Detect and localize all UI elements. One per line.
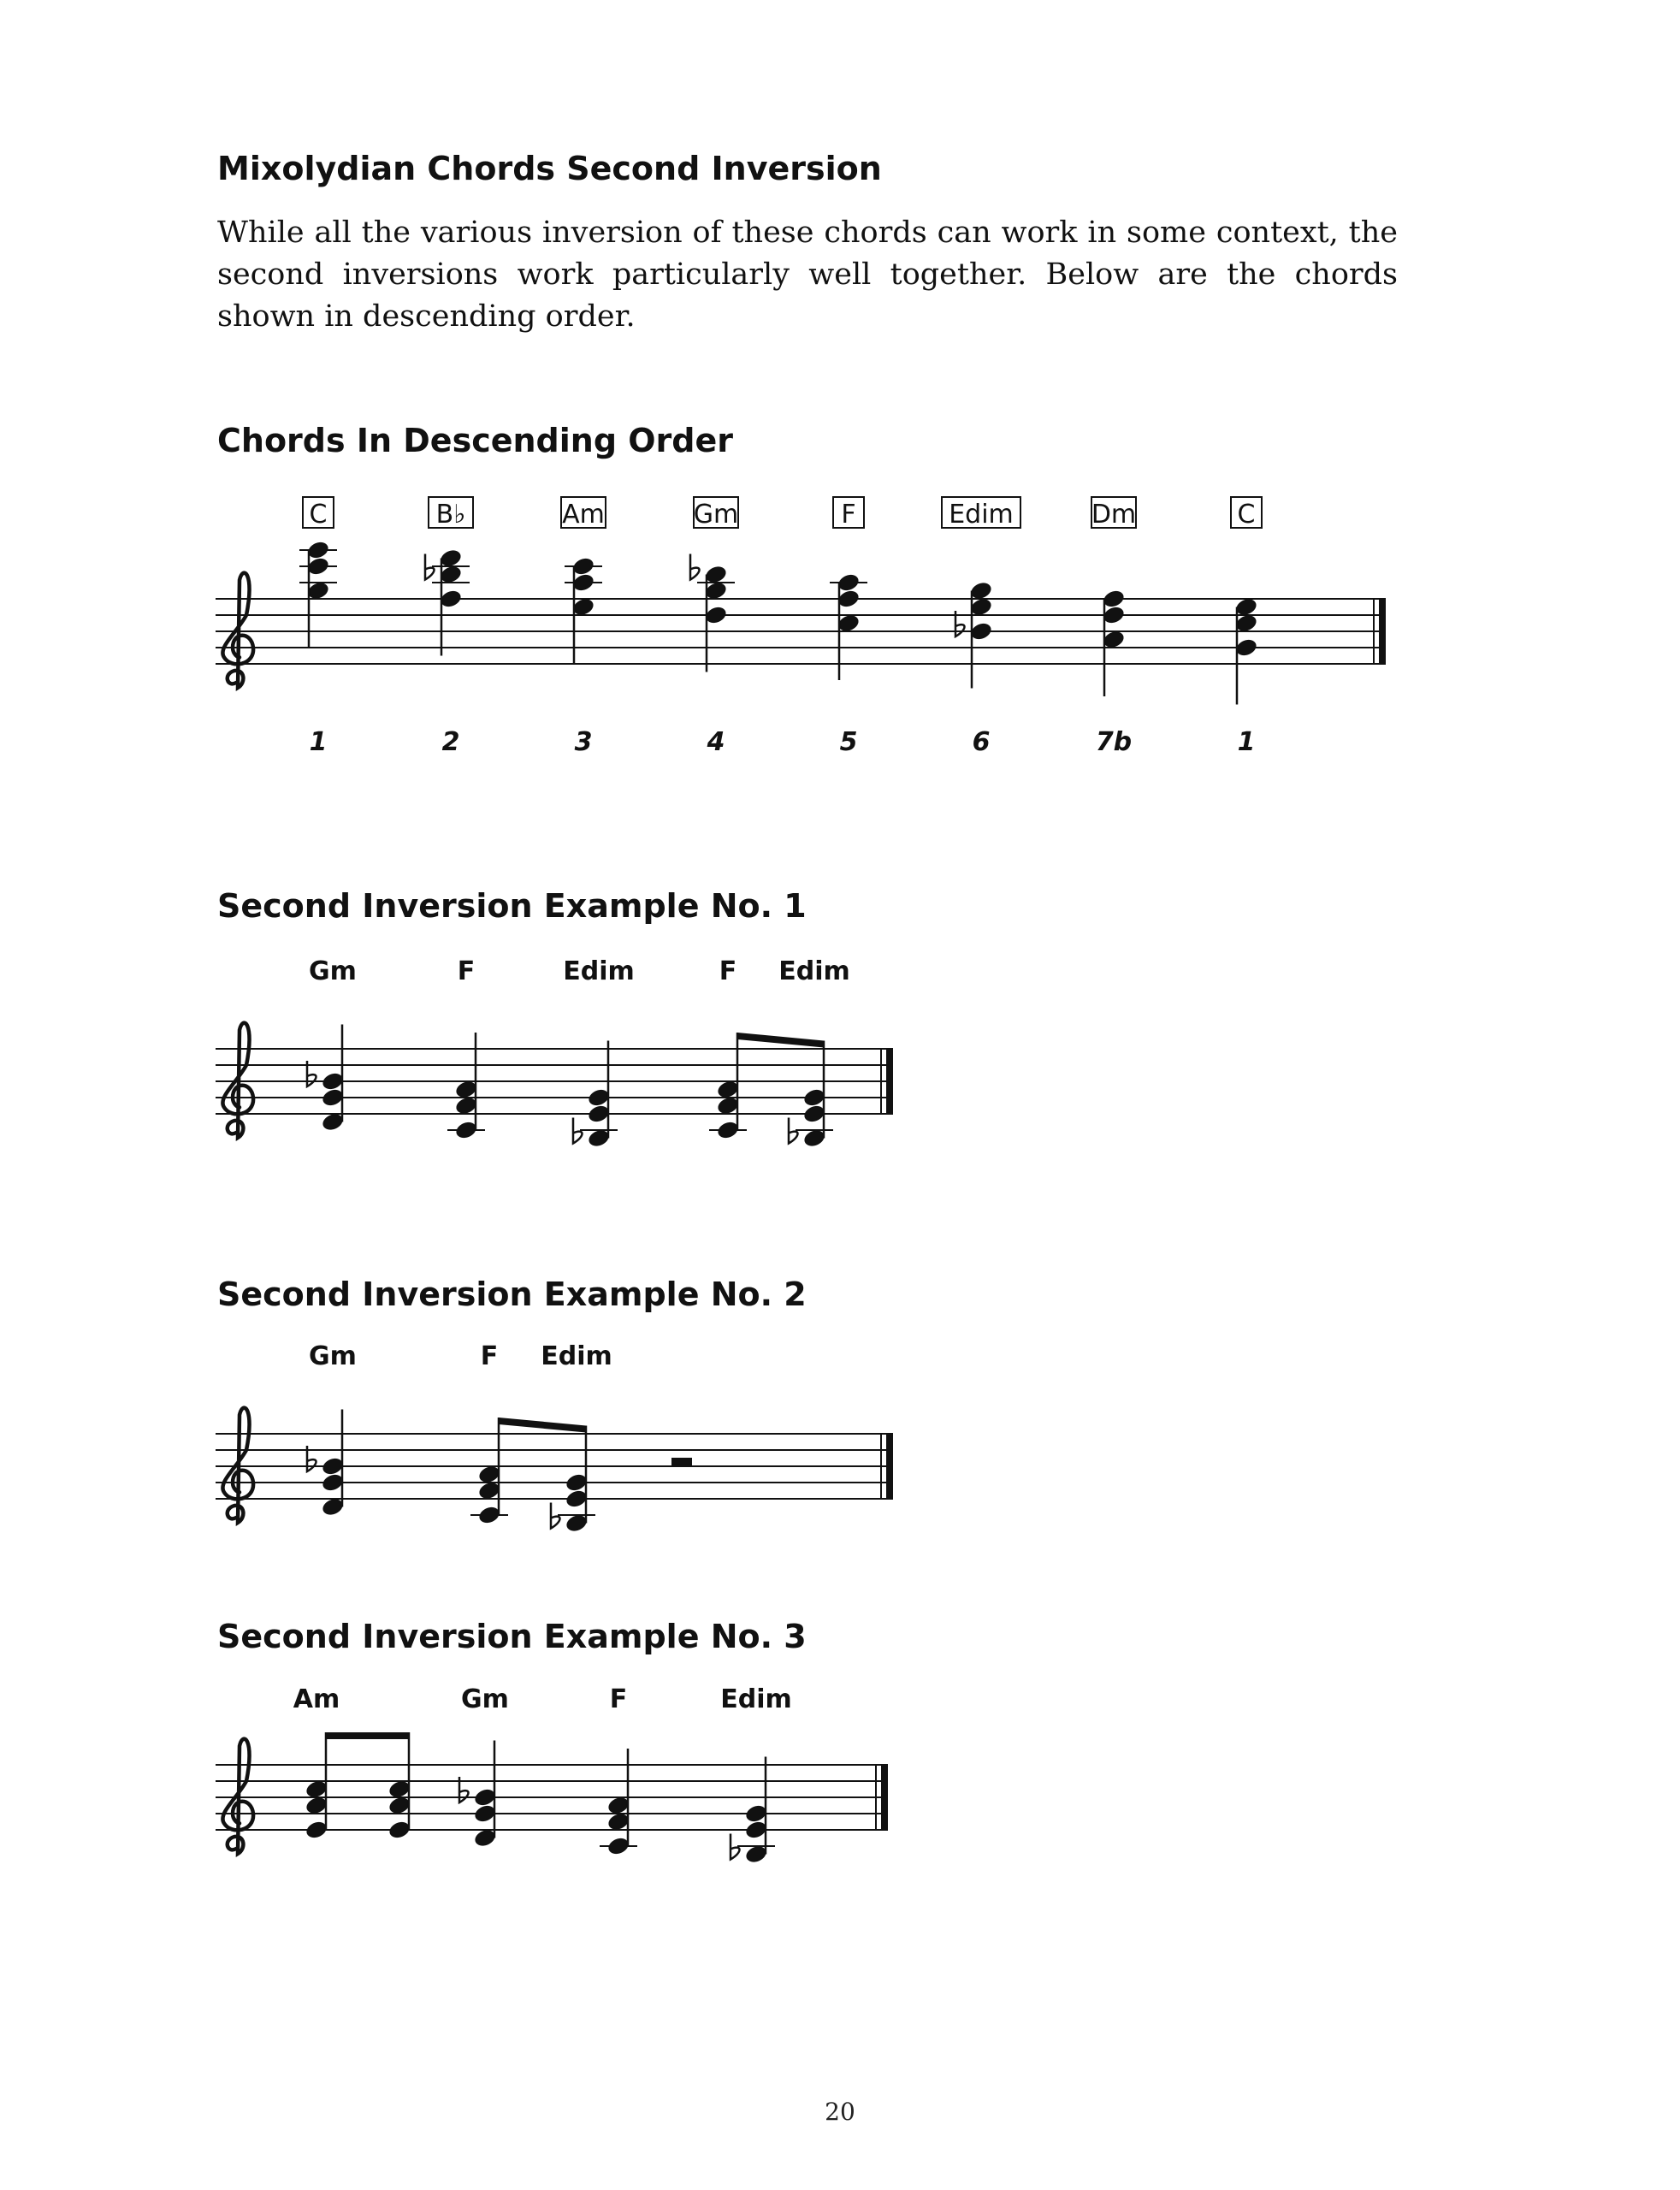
intro-paragraph: While all the various inversion of these chords can work in some context, the second inversions work particularly well together. Below are the chords shown in descending order. <box>217 216 1398 334</box>
chord-symbol: F <box>457 956 476 986</box>
scale-degree: 6 <box>972 727 991 757</box>
barline-thick <box>886 1049 893 1114</box>
chord-symbol: Edim <box>778 956 850 986</box>
chord-symbol: Gm <box>309 956 357 986</box>
example-3-staff <box>0 1677 1680 1933</box>
scale-degree: 2 <box>441 727 460 757</box>
treble-clef-icon <box>222 1739 253 1854</box>
treble-clef-icon <box>222 1408 253 1523</box>
chord-symbol: F <box>480 1341 499 1371</box>
beam <box>326 1732 409 1739</box>
chord-symbol: Am <box>293 1684 340 1714</box>
descending-title: Chords In Descending Order <box>217 422 734 459</box>
chord-symbol: Gm <box>693 500 739 530</box>
treble-clef-icon <box>222 573 253 688</box>
section-title: Mixolydian Chords Second Inversion <box>217 150 882 187</box>
example-1-title: Second Inversion Example No. 1 <box>217 887 807 925</box>
chord-symbol: Gm <box>309 1341 357 1371</box>
beam <box>737 1033 824 1048</box>
half-rest-icon <box>671 1458 692 1466</box>
treble-clef-icon <box>222 1023 253 1138</box>
example-2-title: Second Inversion Example No. 2 <box>217 1276 807 1313</box>
chord-symbol: Am <box>562 500 605 530</box>
scale-degree: 3 <box>574 727 593 757</box>
chord-symbol: Edim <box>720 1684 792 1714</box>
chord-symbol: B♭ <box>435 500 466 530</box>
example-3-title: Second Inversion Example No. 3 <box>217 1618 807 1655</box>
barline-thick <box>886 1434 893 1499</box>
chord-symbol: Edim <box>563 956 635 986</box>
scale-degree: 1 <box>309 727 328 757</box>
chord-symbol: C <box>1237 500 1256 530</box>
chord-symbol: F <box>719 956 737 986</box>
chord-symbol: Edim <box>949 500 1014 530</box>
beam <box>499 1418 586 1433</box>
page-number: 20 <box>825 2098 855 2126</box>
chord-symbol: Edim <box>541 1341 612 1371</box>
chord-symbol: Dm <box>1091 500 1137 530</box>
example-1-staff <box>0 941 1680 1198</box>
scale-degree: 5 <box>839 727 858 757</box>
scale-degree: 1 <box>1237 727 1256 757</box>
barline-thick <box>1379 599 1386 664</box>
chord-symbol: C <box>309 500 328 530</box>
example-2-staff <box>0 1326 1680 1583</box>
chord-symbol: F <box>609 1684 628 1714</box>
chord-symbol: F <box>841 500 856 530</box>
scale-degree: 7b <box>1095 727 1133 757</box>
scale-degree: 4 <box>707 727 725 757</box>
flat-icon <box>690 554 700 580</box>
barline-thick <box>881 1765 888 1830</box>
chord-symbol: Gm <box>461 1684 509 1714</box>
